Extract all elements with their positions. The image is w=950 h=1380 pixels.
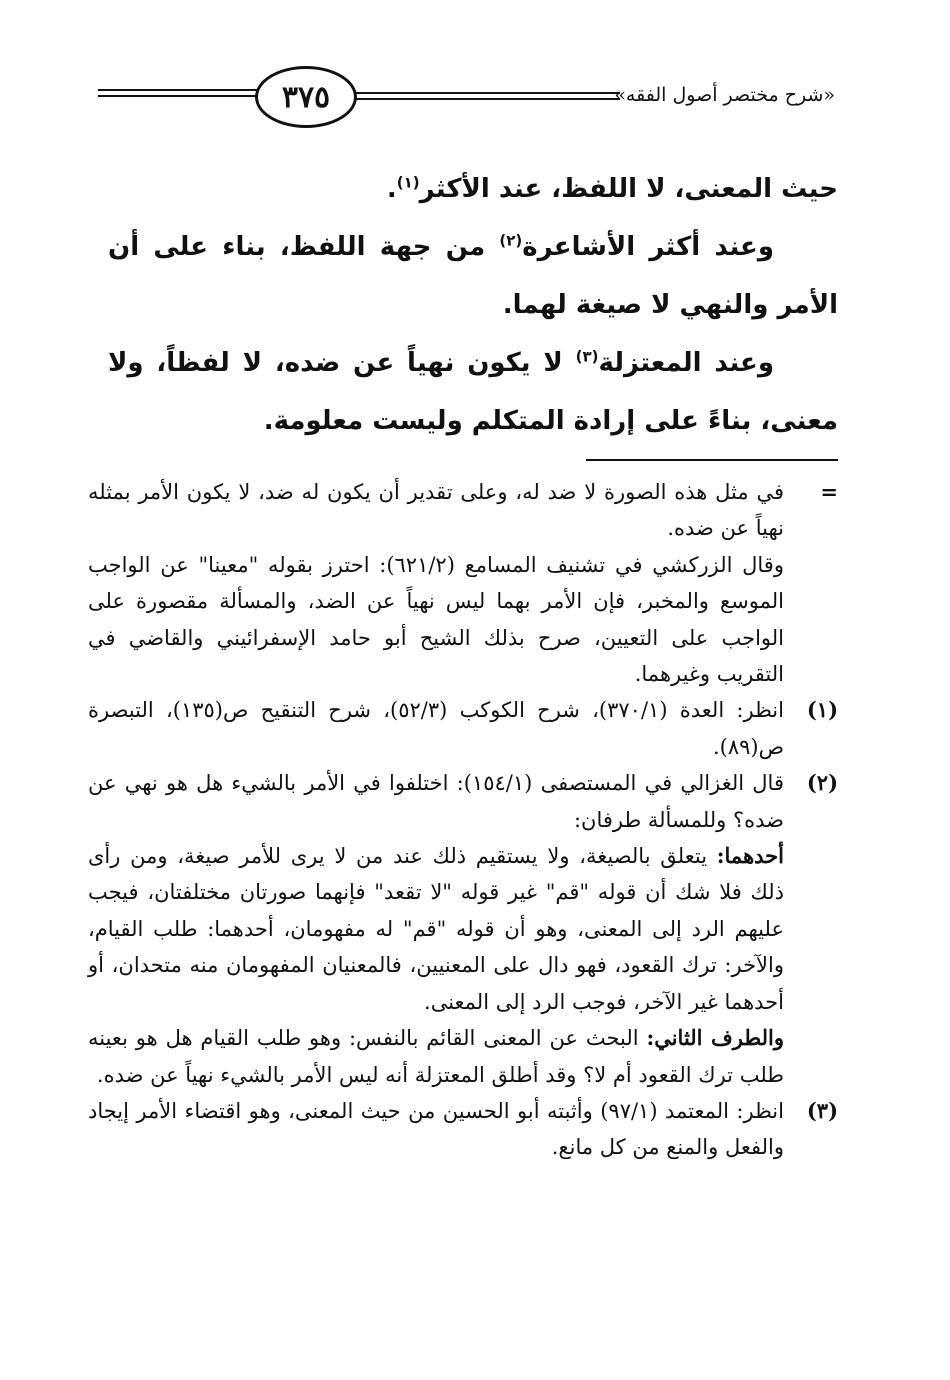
footnote-separator <box>586 459 838 461</box>
footnote-ref-1: (١) <box>396 173 420 192</box>
footnote-1: (١) انظر: العدة (٣٧٠/١)، شرح الكوكب (٥٢/٣)، شرح التنقيح ص(١٣٥)، التبصرة ص(٨٩). <box>88 692 838 765</box>
continuation-mark: = <box>820 479 838 504</box>
page-header <box>90 62 835 136</box>
footnote-continuation: = في مثل هذه الصورة لا ضد له، وعلى تقدير أن يكون له ضد، لا يكون الأمر بمثله نهياً عن ضده. <box>88 474 838 547</box>
main-paragraph-2: وعند أكثر الأشاعرة$^{(٢)}$ من جهة اللفظ، بناء على أن الأمر والنهي لا صيغة لهما. <box>108 231 838 320</box>
main-paragraph-3: وعند المعتزلة$^{(٣)}$ لا يكون نهياً عن ضده، لا لفظاً، ولا معنى، بناءً على إرادة المتكلم وليست معلومة. <box>108 347 838 436</box>
footnote-3-mark: (٣) <box>806 1097 838 1123</box>
footnote-2-part-1: أحدهما: يتعلق بالصيغة، ولا يستقيم ذلك عند من لا يرى للأمر صيغة، ومن رأى ذلك فلا شك أن قوله "قم" غير قوله "لا تقعد" فإنهما صورتان مختلفتان، فيجب عليهم الرد إلى المعنى، وهو أن قوله "قم" له مفهومان، أحدهما: طلب القيام، والآخر: ترك القعود، فهو دال على المعنيين، فالمعنيان المفهومان منه متحدان، أو أحدهما غير الآخر، فوجب الرد إلى المعنى. <box>88 843 784 1014</box>
footnote-2-mark: (٢) <box>806 770 838 796</box>
footnote-2: (٢) قال الغزالي في المستصفى (١٥٤/١): اختلفوا في الأمر بالشيء هل هو نهي عن ضده؟ وللمسألة طرفان: <box>88 765 838 838</box>
header-rule-left <box>98 89 260 97</box>
page-number: ٣٧٥ <box>281 79 331 115</box>
footnote-3: (٣) انظر: المعتمد (٩٧/١) وأثبته أبو الحسين من حيث المعنى، وهو اقتضاء الأمر إيجاد والفعل والمنع من كل مانع. <box>88 1093 838 1166</box>
running-title: «شرح مختصر أصول الفقه» <box>614 84 835 106</box>
footnote-2-part-2: والطرف الثاني: البحث عن المعنى القائم بالنفس: وهو طلب القيام هل هو بعينه طلب ترك القعود أم لا؟ وقد أطلق المعتزلة أنه ليس الأمر بالشيء نهياً عن ضده. <box>88 1025 784 1087</box>
page-number-oval <box>255 66 357 128</box>
main-paragraph-1: حيث المعنى، لا اللفظ، عند الأكثر$^{(١)}$. <box>386 173 838 204</box>
footnote-1-mark: (١) <box>806 697 838 723</box>
footnotes <box>88 474 838 1166</box>
footnote-ref-3: (٣) <box>575 347 599 366</box>
header-rule-right <box>352 92 620 100</box>
footnote-ref-2: (٢) <box>499 231 523 250</box>
main-text <box>108 160 838 450</box>
footnote-continuation-2: وقال الزركشي في تشنيف المسامع (٦٢١/٢): احترز بقوله "معينا" عن الواجب الموسع والمخبر، فإن الأمر بهما ليس نهياً عن الضد، والمسألة مقصورة على الواجب على التعيين، صرح بذلك الشيح أبو حامد الإسفرائيني والقاضي في التقريب وغيرهما. <box>88 552 784 687</box>
